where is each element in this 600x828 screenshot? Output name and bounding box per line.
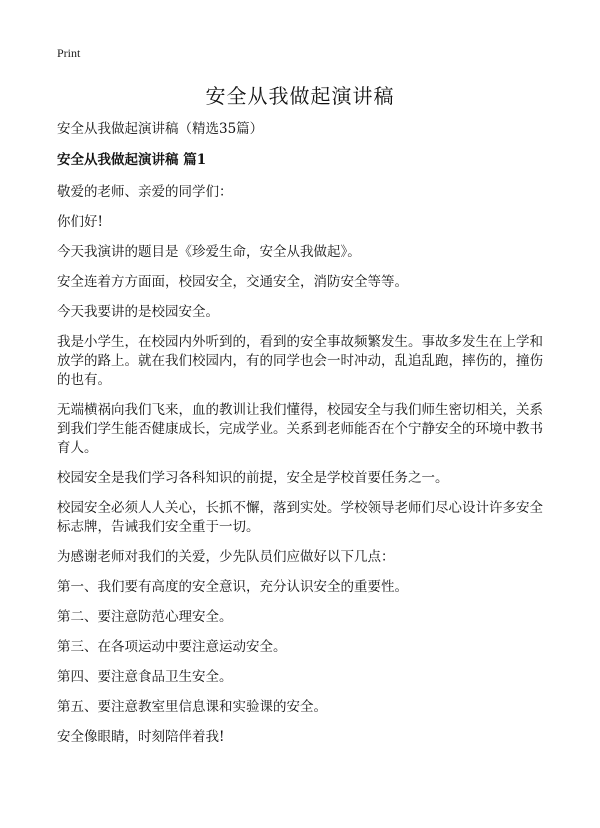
paragraph: 无端横祸向我们飞来，血的教训让我们懂得，校园安全与我们师生密切相关，关系到我们学生能否健康成长，完成学业。关系到老师能否在个宁静安全的环境中教书育人。 — [57, 402, 543, 456]
section-heading: 安全从我做起演讲稿 篇1 — [57, 152, 207, 168]
article-body — [57, 120, 547, 758]
list-item: 第三、在各项运动中要注意运动安全。 — [57, 639, 287, 655]
list-item: 第五、要注意教室里信息课和实验课的安全。 — [57, 699, 327, 715]
paragraph-topic: 今天我演讲的题目是《珍爱生命，安全从我做起》。 — [57, 244, 361, 260]
print-link[interactable]: Print — [57, 46, 81, 60]
paragraph-hello: 你们好! — [57, 214, 103, 230]
list-item: 第一、我们要有高度的安全意识，充分认识安全的重要性。 — [57, 579, 408, 595]
page-title: 安全从我做起演讲稿 — [205, 84, 395, 108]
paragraph-greeting: 敬爱的老师、亲爱的同学们： — [57, 184, 233, 200]
paragraph: 我是小学生，在校园内外听到的，看到的安全事故频繁发生。事故多发生在上学和放学的路上。就在我们校园内，有的同学也会一时冲动，乱追乱跑，摔伤的，撞伤的也有。 — [57, 334, 543, 388]
paragraph: 为感谢老师对我们的关爱，少先队员们应做好以下几点： — [57, 549, 395, 565]
paragraph: 今天我要讲的是校园安全。 — [57, 304, 219, 320]
paragraph: 安全连着方方面面，校园安全，交通安全，消防安全等等。 — [57, 274, 408, 290]
paragraph-closing: 安全像眼睛，时刻陪伴着我! — [57, 729, 225, 745]
article-subtitle: 安全从我做起演讲稿（精选35篇） — [57, 121, 264, 137]
paragraph: 校园安全是我们学习各科知识的前提，安全是学校首要任务之一。 — [57, 470, 449, 486]
list-item: 第二、要注意防范心理安全。 — [57, 609, 233, 625]
paragraph: 校园安全必须人人关心，长抓不懈，落到实处。学校领导老师们尽心设计许多安全标志牌，告诫我们安全重于一切。 — [57, 500, 543, 535]
list-item: 第四、要注意食品卫生安全。 — [57, 669, 233, 685]
